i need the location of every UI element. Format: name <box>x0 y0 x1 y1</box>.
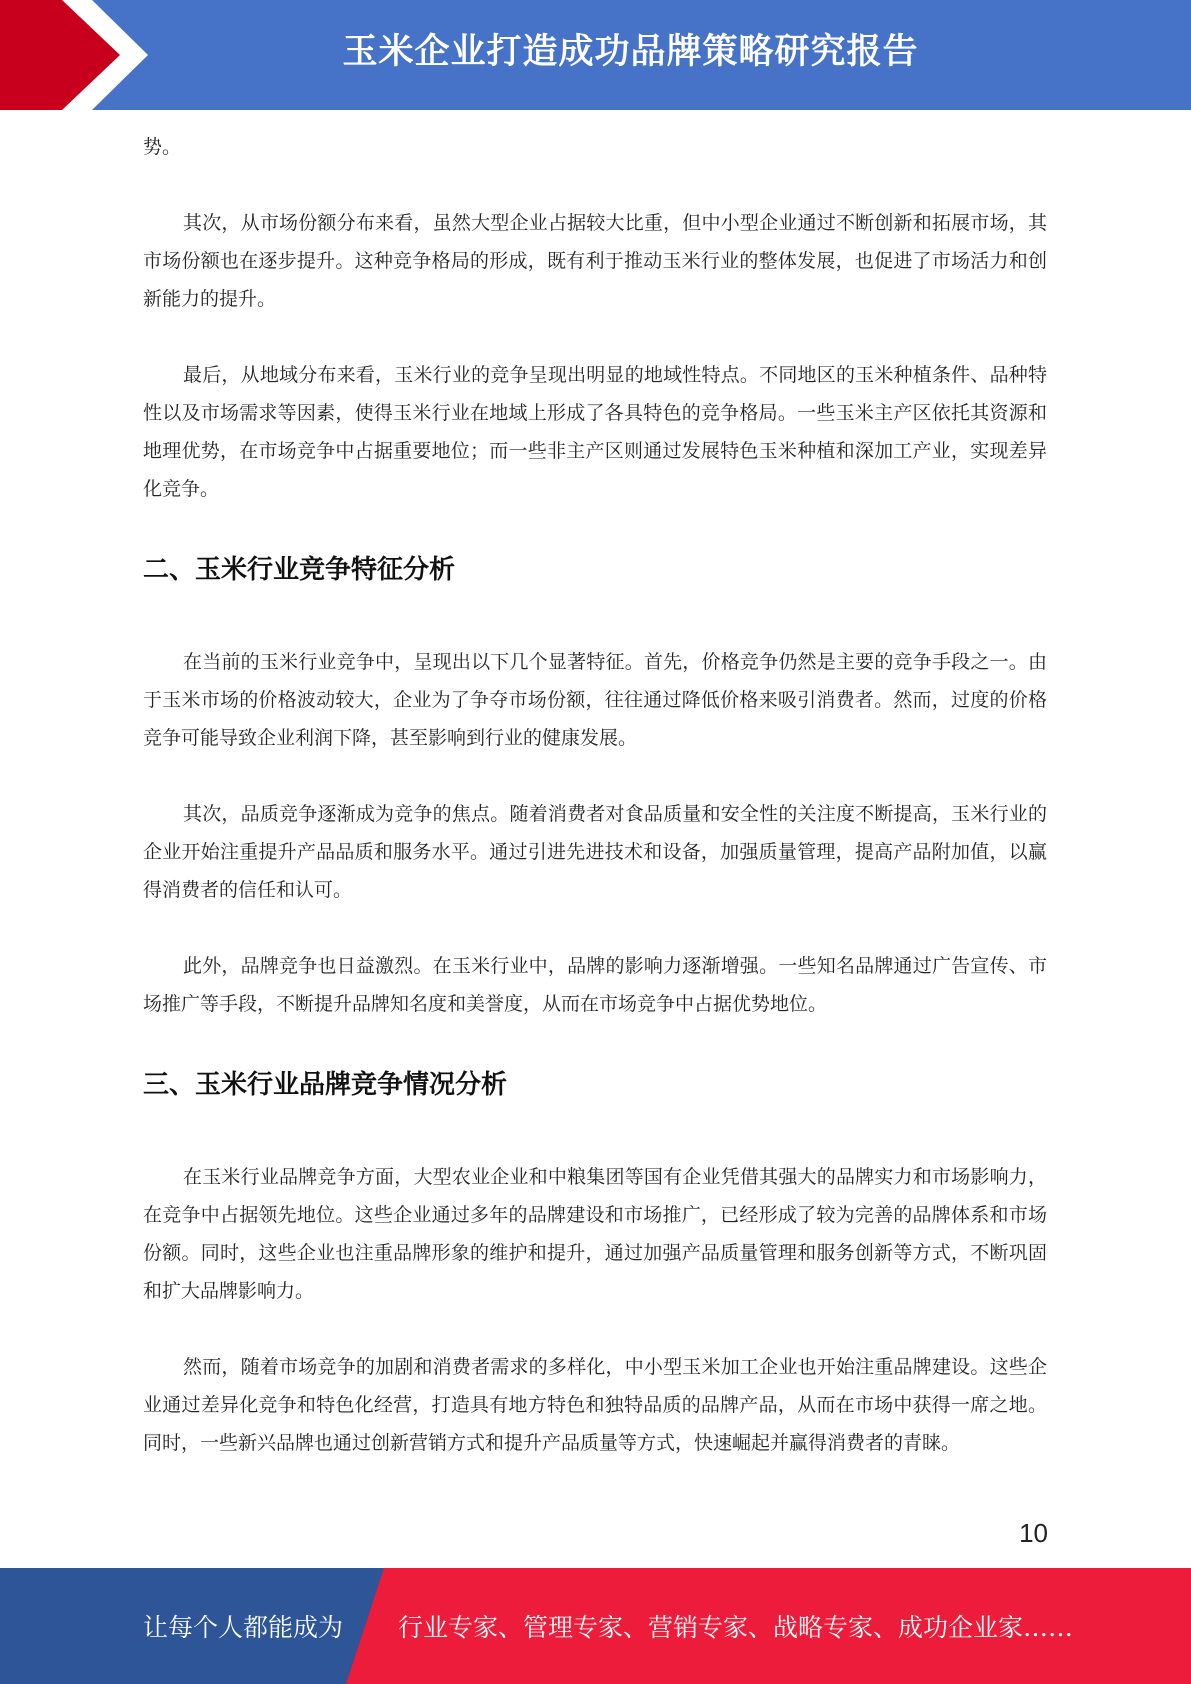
paragraph: 在当前的玉米行业竞争中，呈现出以下几个显著特征。首先，价格竞争仍然是主要的竞争手段之一。由于玉米市场的价格波动较大，企业为了争夺市场份额，往往通过降低价格来吸引消费者。然而，过度的价格竞争可能导致企业利润下降，甚至影响到行业的健康发展。 <box>143 651 1047 749</box>
footer-slogan-right: 行业专家、管理专家、营销专家、战略专家、成功企业家…… <box>398 1613 1074 1642</box>
footer-slogan-left: 让每个人都能成为 <box>143 1613 344 1642</box>
paragraph: 在玉米行业品牌竞争方面，大型农业企业和中粮集团等国有企业凭借其强大的品牌实力和市场影响力，在竞争中占据领先地位。这些企业通过多年的品牌建设和市场推广，已经形成了较为完善的品牌体系和市场份额。同时，这些企业也注重品牌形象的维护和提升，通过加强产品质量管理和服务创新等方式，不断巩固和扩大品牌影响力。 <box>143 1166 1047 1302</box>
page-header <box>0 0 1191 110</box>
page-number: 10 <box>1019 1518 1048 1548</box>
paragraph: 此外，品牌竞争也日益激烈。在玉米行业中，品牌的影响力逐渐增强。一些知名品牌通过广告宣传、市场推广等手段，不断提升品牌知名度和美誉度，从而在市场竞争中占据优势地位。 <box>143 955 1047 1015</box>
section-heading-3: 三、玉米行业品牌竞争情况分析 <box>143 1070 508 1100</box>
paragraph-continued: 势。 <box>143 136 182 158</box>
paragraph: 然而，随着市场竞争的加剧和消费者需求的多样化，中小型玉米加工企业也开始注重品牌建设。这些企业通过差异化竞争和特色化经营，打造具有地方特色和独特品质的品牌产品，从而在市场中获得一席之地。同时，一些新兴品牌也通过创新营销方式和提升产品质量等方式，快速崛起并赢得消费者的青睐。 <box>143 1356 1047 1454</box>
document-body <box>143 128 1047 1462</box>
section-heading-2: 二、玉米行业竞争特征分析 <box>143 555 456 585</box>
page-footer <box>0 1568 1191 1684</box>
paragraph: 其次，品质竞争逐渐成为竞争的焦点。随着消费者对食品质量和安全性的关注度不断提高，玉米行业的企业开始注重提升产品品质和服务水平。通过引进先进技术和设备，加强质量管理，提高产品附加值，以赢得消费者的信任和认可。 <box>143 803 1047 901</box>
paragraph: 最后，从地域分布来看，玉米行业的竞争呈现出明显的地域性特点。不同地区的玉米种植条件、品种特性以及市场需求等因素，使得玉米行业在地域上形成了各具特色的竞争格局。一些玉米主产区依托其资源和地理优势，在市场竞争中占据重要地位；而一些非主产区则通过发展特色玉米种植和深加工产业，实现差异化竞争。 <box>143 364 1047 500</box>
report-title: 玉米企业打造成功品牌策略研究报告 <box>342 32 919 72</box>
paragraph: 其次，从市场份额分布来看，虽然大型企业占据较大比重，但中小型企业通过不断创新和拓展市场，其市场份额也在逐步提升。这种竞争格局的形成，既有利于推动玉米行业的整体发展，也促进了市场活力和创新能力的提升。 <box>143 212 1047 310</box>
